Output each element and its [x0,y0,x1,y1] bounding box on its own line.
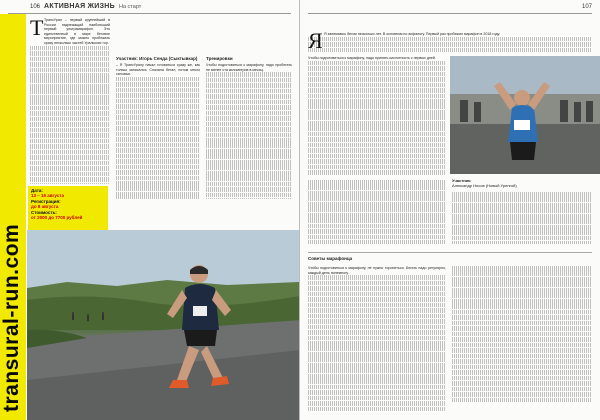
right-col3 [452,192,592,244]
registration-label: Регистрация: [31,199,61,204]
registration-value: до 8 августа [31,204,59,209]
left-section-title: АКТИВНАЯ ЖИЗНЬ [44,3,115,10]
left-header-rule [8,13,291,14]
right-header-rule [308,13,592,14]
left-col3-text: Чтобы подготовиться к марафону, надо пробегать не менее ста километров в месяц. [206,63,292,72]
left-page-number: 106 [30,3,41,10]
left-col2-text: – Я ТрансУралу начал готовиться сразу же, как только записался. Сначала бегал, потом много силовых. [116,63,200,77]
left-col3 [206,63,292,199]
right-dropcap: Я [308,28,323,53]
left-subsection-title: На старт [119,3,142,10]
left-dropcap: Т [30,15,44,40]
right-page [300,0,600,420]
caption-name: Александр Носов (Новый Уренгой) [452,183,517,188]
cost-value: от 2000 до 7700 рублей [31,215,83,220]
left-lead-text: ТрансУрал – первый крупнейший в России надлежащий наибольший первый ультрамарафон. Это единственный в мире беговое мероприятие, где можно пробежать сразу несколько частей Уральских гор. [44,18,110,45]
caption-label: Участник: [452,178,472,183]
left-lead-column [30,15,110,184]
tips-text: Чтобы подготовиться к марафону, не нужно торопиться. Бегать надо регулярно, каждый день понемногу. [308,266,446,275]
tips-section-title: Советы марафонца [308,256,353,261]
marathon-finish-photo [450,56,600,174]
date-label: Дата: [31,188,43,193]
finish-photo-illustration [450,56,600,174]
right-col1-text: Чтобы подготовиться к марафону, надо принять кислотность с первых дней. [308,56,436,60]
side-banner-strip [0,14,26,420]
right-page-header [582,0,592,13]
left-col3-label: Тренировки [206,56,233,61]
cost-label: Стоимость: [31,210,57,215]
right-lead-text: Я занимаюсь бегом несколько лет. В основном по асфальту. Первый раз пробежал марафон в 2018 году. [324,32,501,36]
right-page-number: 107 [581,3,592,10]
right-lead [308,28,592,53]
left-col2 [116,63,200,199]
left-page-header [30,0,141,13]
section-divider [308,252,592,253]
photo-caption [452,178,592,188]
right-col1 [308,56,446,176]
tips-col1 [308,266,446,416]
left-col2-label: Участник: Игорь Сенда (Сыктывкар) [116,56,198,61]
runner-photo-illustration [27,230,300,420]
runner-photo [27,230,300,420]
tips-col2 [452,266,592,416]
side-banner-url: transural-run.com [0,223,23,412]
right-col2 [308,180,446,244]
date-value: 13 – 16 августа [31,193,65,198]
